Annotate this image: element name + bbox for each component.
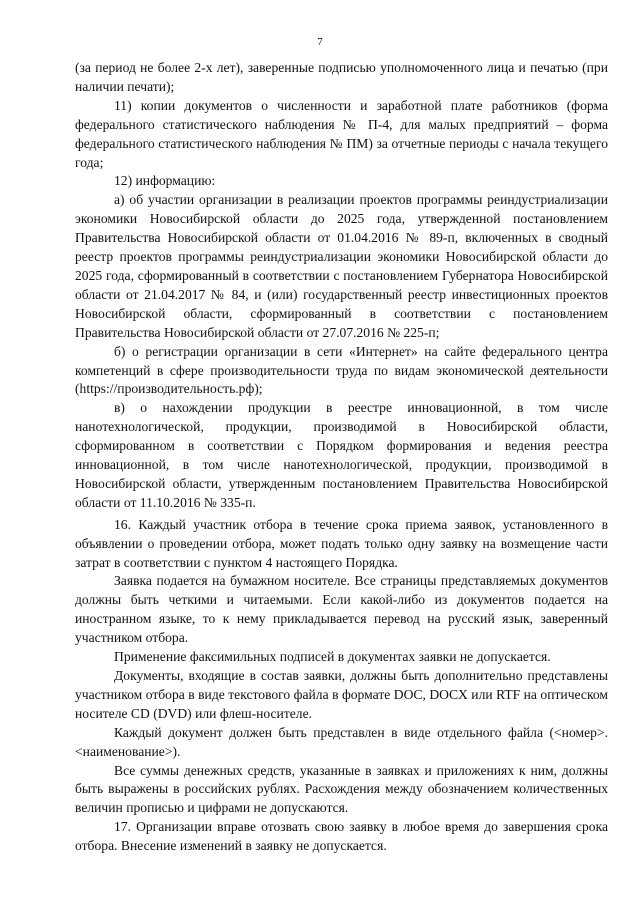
paragraph-item-11: 11) копии документов о численности и заработной плате работников (форма федерального статистического наблюдения № П-4, для малых предприятий – форма федерального статистического наблюдения № ПМ) за отчетные периоды с начала текущего года;	[75, 97, 608, 170]
page-number: 7	[317, 36, 323, 48]
paragraph-electronic-copies: Документы, входящие в состав заявки, должны быть дополнительно представлены участником отбора в виде текстового файла в формате DOC, DOCX или RTF на оптическом носителе CD (DVD) или флеш-носителе.	[75, 668, 608, 721]
paragraph-item-17: 17. Организации вправе отозвать свою заявку в любое время до завершения срока отбора. Внесение изменений в заявку не допускается.	[75, 819, 608, 854]
paragraph-file-naming: Каждый документ должен быть представлен в виде отдельного файла (<номер>.<наименование>).	[75, 724, 608, 759]
paragraph-currency: Все суммы денежных средств, указанные в заявках и приложениях к ним, должны быть выражены в российских рублях. Расхождения между обозначением количественных величин прописью и цифрами не допускаются.	[75, 762, 608, 816]
paragraph-docs-certification: (за период не более 2-х лет), заверенные подписью уполномоченного лица и печатью (при наличии печати);	[75, 60, 608, 94]
paragraph-subitem-v: в) о нахождении продукции в реестре инновационной, в том числе нанотехнологической, продукции, производимой в Новосибирской области, сформированном в соответствии с Порядком формирования и ведения реестра инновационной, в том числе нанотехнологической, продукции, производимой в Новосибирской области, утвержденным постановлением Правительства Новосибирской области от 11.10.2016 № 335-п.	[75, 400, 608, 510]
paragraph-subitem-b: б) о регистрации организации в сети «Интернет» на сайте федерального центра компетенций в сфере производительности труда по видам экономической деятельности (https://производительность.рф);	[75, 343, 608, 397]
paragraph-item-12: 12) информацию:	[114, 173, 216, 189]
paragraph-subitem-a: а) об участии организации в реализации проектов программы реиндустриализации экономики Новосибирской области до 2025 года, утвержденной постановлением Правительства Новосибирской области от 01.04.2016 № 89-п, включенных в сводный реестр проектов программы реиндустриализации экономики Новосибирской области до 2025 года, сформированный в соответствии с постановлением Губернатора Новосибирской области от 21.04.2017 № 84, и (или) государственный реестр инвестиционных проектов Новосибирской области, сформированный в соответствии с постановлением Правительства Новосибирской области от 27.07.2016 № 225-п;	[75, 192, 608, 340]
paragraph-facsimile: Применение факсимильных подписей в документах заявки не допускается.	[114, 649, 551, 665]
document-body	[75, 59, 608, 856]
paragraph-item-16: 16. Каждый участник отбора в течение срока приема заявок, установленного в объявлении о проведении отбора, может подать только одну заявку на возмещение части затрат в соответствии с пунктом 4 настоящего Порядка.	[75, 516, 608, 570]
paragraph-paper-submission: Заявка подается на бумажном носителе. Все страницы представляемых документов должны быть четкими и читаемыми. Если какой-либо из документов подается на иностранном языке, то к нему прикладывается перевод на русский язык, заверенный участником отбора.	[75, 573, 608, 646]
